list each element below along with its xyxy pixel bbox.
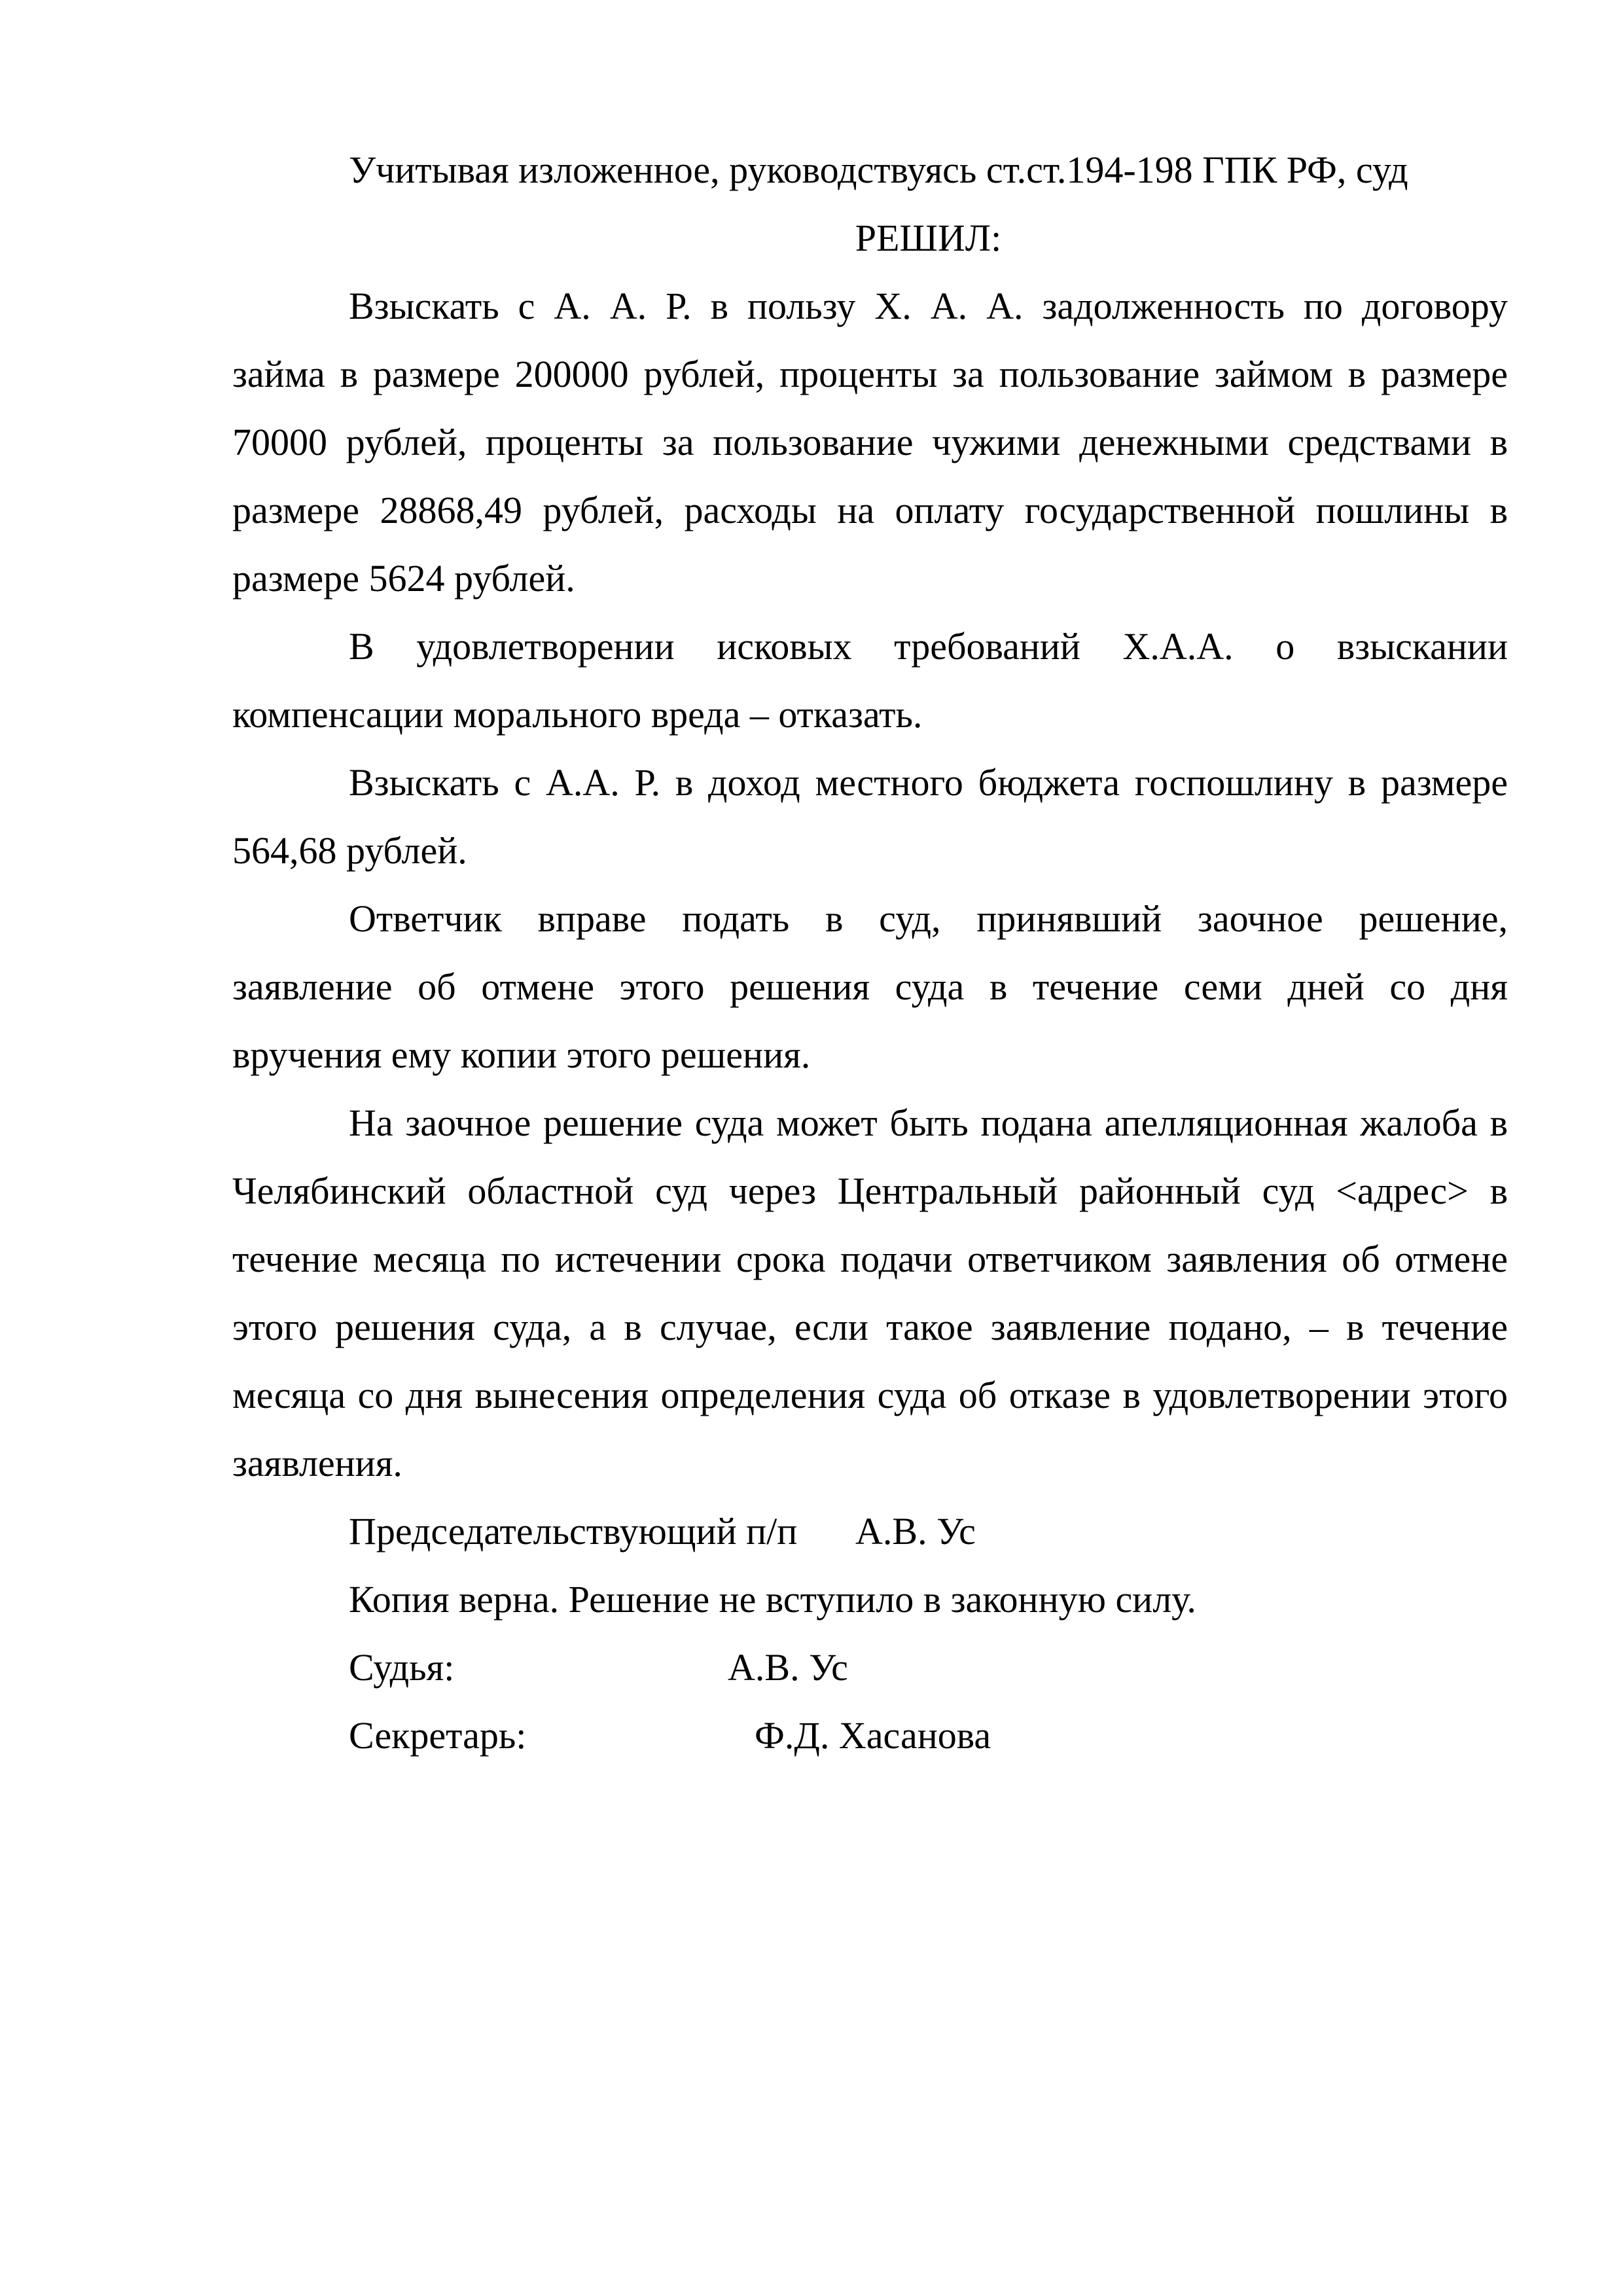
paragraph-defendant-right <box>232 885 1508 1089</box>
paragraph-state-duty <box>232 749 1508 885</box>
text-line: Учитывая изложенное, руководствуясь ст.ст.194-198 ГПК РФ, суд <box>349 149 1408 191</box>
secretary-row <box>232 1702 1508 1770</box>
judge-name: А.В. Ус <box>728 1646 848 1689</box>
paragraph-appeal <box>232 1089 1508 1498</box>
copy-note: Копия верна. Решение не вступило в законную силу. <box>349 1578 1196 1621</box>
text-line: Взыскать с А. А. Р. в пользу Х. А. А. задолженность по договору <box>349 285 1508 327</box>
text-line: Взыскать с А.А. Р. в доход местного бюджета госпошлину в размере <box>349 761 1508 804</box>
signature-block <box>232 1498 1508 1770</box>
text-line: В удовлетворении исковых требований Х.А.А. о взыскании <box>349 625 1508 668</box>
presiding-row <box>232 1498 1508 1566</box>
text-line: На заочное решение суда может быть подана апелляционная жалоба в <box>349 1102 1508 1144</box>
secretary-label: Секретарь: <box>349 1714 527 1757</box>
judge-row <box>232 1634 1508 1702</box>
presiding-name: А.В. Ус <box>855 1510 976 1552</box>
text-line: Ответчик вправе подать в суд, принявший заочное решение, <box>349 897 1508 940</box>
text-line: вручения ему копии этого решения. <box>232 1033 811 1076</box>
text-line: Челябинский областной суд через Центральный районный суд <адрес> в <box>232 1170 1508 1212</box>
resolution-heading: РЕШИЛ: <box>855 217 1002 259</box>
intro-paragraph <box>232 136 1508 204</box>
text-line: компенсации морального вреда – отказать. <box>232 693 923 736</box>
text-line: этого решения суда, а в случае, если такое заявление подано, – в течение <box>232 1306 1508 1348</box>
copy-note-row <box>232 1566 1508 1634</box>
text-line: заявление об отмене этого решения суда в течение семи дней со дня <box>232 965 1508 1008</box>
text-line: течение месяца по истечении срока подачи ответчиком заявления об отмене <box>232 1238 1508 1280</box>
text-line: месяца со дня вынесения определения суда об отказе в удовлетворении этого <box>232 1374 1508 1416</box>
text-line: размере 28868,49 рублей, расходы на оплату государственной пошлины в <box>232 489 1508 531</box>
text-line: 564,68 рублей. <box>232 829 467 872</box>
text-line: заявления. <box>232 1442 402 1484</box>
secretary-name: Ф.Д. Хасанова <box>755 1714 991 1757</box>
judge-label: Судья: <box>349 1646 455 1689</box>
text-line: займа в размере 200000 рублей, проценты за пользование займом в размере <box>232 353 1508 395</box>
paragraph-debt-award <box>232 272 1508 613</box>
text-block <box>232 136 1508 1770</box>
text-line: размере 5624 рублей. <box>232 557 575 600</box>
presiding-label: Председательствующий п/п <box>349 1510 798 1552</box>
text-line: 70000 рублей, проценты за пользование чужими денежными средствами в <box>232 421 1508 463</box>
paragraph-moral-damages-denied <box>232 613 1508 749</box>
